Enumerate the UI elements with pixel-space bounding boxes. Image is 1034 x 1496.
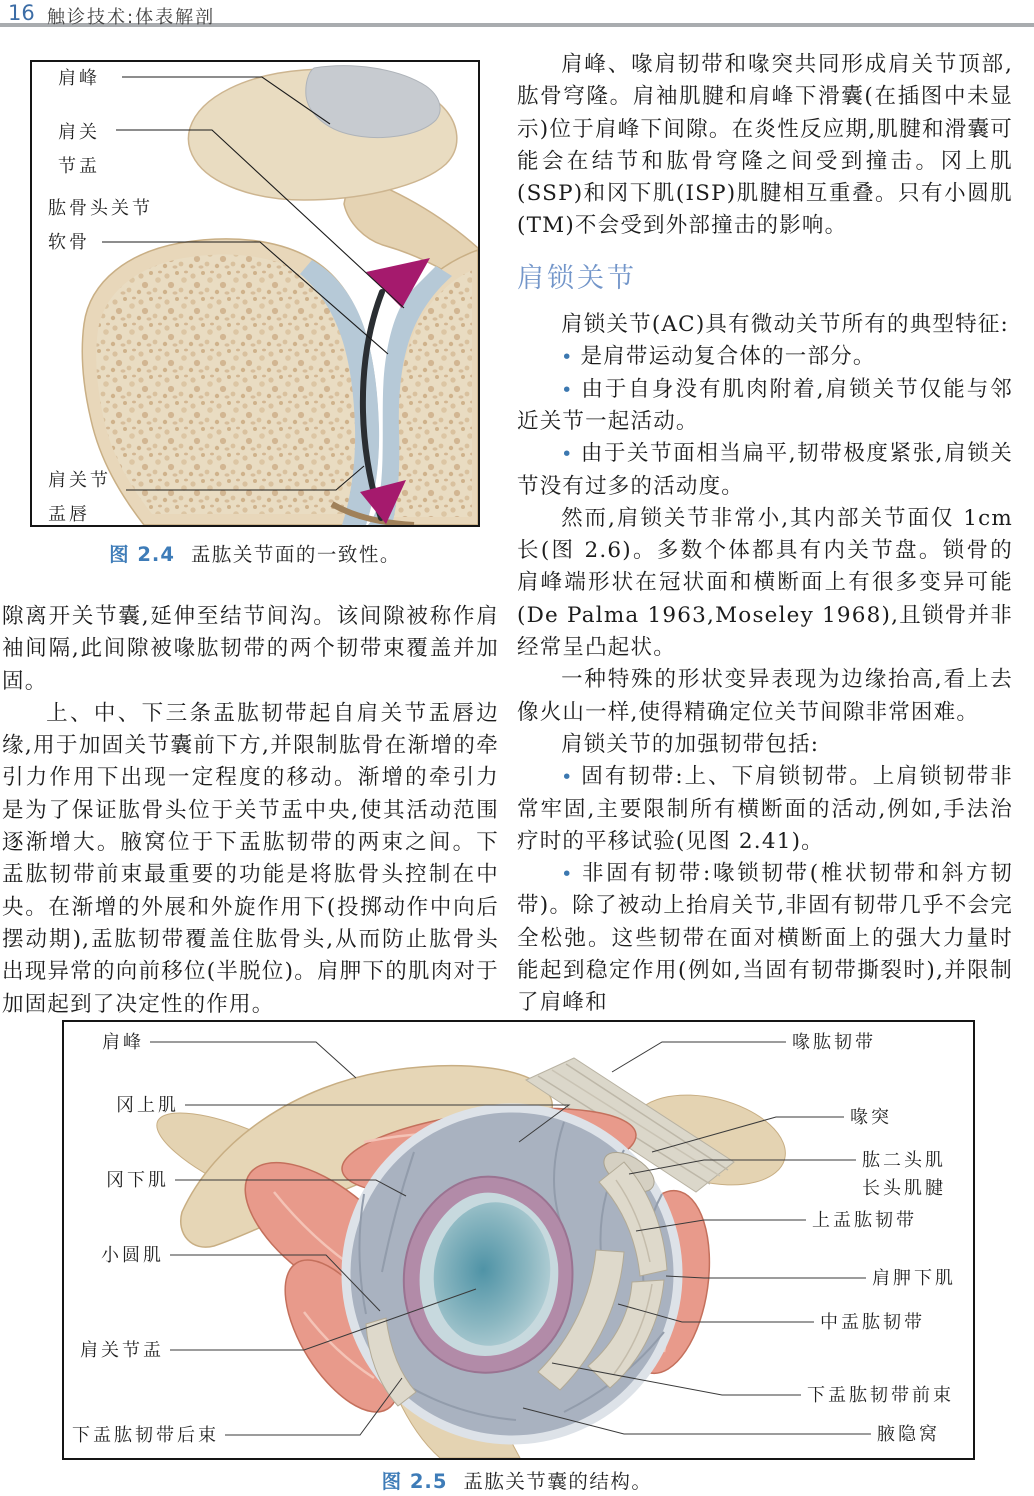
paragraph: 肩锁关节(AC)具有微动关节所有的典型特征: bbox=[561, 312, 1009, 338]
fig24-label-cartilage-1: 肱骨头关节 bbox=[48, 198, 153, 219]
bullet-text: 由于自身没有肌肉附着,肩锁关节仅能与邻近关节一起活动。 bbox=[517, 376, 1013, 434]
right-text-column bbox=[517, 49, 1013, 1020]
bullet-text: 非固有韧带:喙锁韧带(椎状韧带和斜方韧带)。除了被动上抬肩关节,非固有韧带几乎不会完全松弛。这些韧带在面对横断面上的强大力量时能起到稳定作用(例如,当固有韧带撕裂时),并限制了肩峰和 bbox=[517, 861, 1013, 1016]
bullet-dot: • bbox=[561, 766, 574, 789]
paragraph: 上、中、下三条盂肱韧带起自肩关节盂唇边缘,用于加固关节囊前下方,并限制肱骨在渐增的牵引力作用下出现一定程度的移动。渐增的牵引力是为了保证肱骨头位于关节盂中央,使其活动范围逐渐增大。腋窝位于下盂肱韧带的两束之间。下盂肱韧带前束最重要的功能是将肱骨头控制在中央。在渐增的外展和外旋作用下(投掷动作中向后摆动期),盂肱韧带覆盖住肱骨头,从而防止肱骨头出现异常的向前移位(半脱位)。肩胛下的肌肉对于加固起到了决定性的作用。 bbox=[2, 700, 499, 1017]
fig25-label-biceps-1: 肱二头肌 bbox=[862, 1150, 946, 1171]
section-heading-ac-joint: 肩锁关节 bbox=[517, 262, 637, 294]
paragraph: 肩锁关节的加强韧带包括: bbox=[561, 731, 820, 757]
figure-2-5-illustration bbox=[64, 1022, 973, 1458]
bullet-item bbox=[517, 438, 1013, 503]
fig24-label-labrum-1: 肩关节 bbox=[48, 470, 111, 491]
figure-2-4 bbox=[30, 60, 480, 527]
fig25-label-superior-ghl: 上盂肱韧带 bbox=[812, 1210, 917, 1231]
bullet-item bbox=[517, 374, 1013, 439]
fig25-label-supraspinatus: 冈上肌 bbox=[116, 1095, 179, 1116]
paragraph: 然而,肩锁关节非常小,其内部关节面仅 1cm 长(图 2.6)。多数个体都具有内关节盘。锁骨的肩峰端形状在冠状面和横断面上有很多变异可能(De Palma 1963,Moseley 1968),且锁骨并非经常呈凸起状。 bbox=[517, 505, 1013, 661]
fig25-label-acromion: 肩峰 bbox=[102, 1032, 144, 1053]
fig25-label-anterior-ighl: 下盂肱韧带前束 bbox=[807, 1385, 954, 1406]
page-header bbox=[0, 0, 1034, 27]
fig24-label-acromion: 肩峰 bbox=[58, 68, 100, 89]
bullet-dot: • bbox=[561, 443, 574, 466]
paragraph: 一种特殊的形状变异表现为边缘抬高,看上去像火山一样,使得精确定位关节间隙非常困难。 bbox=[517, 667, 1013, 725]
left-text-column bbox=[2, 601, 499, 1021]
fig25-label-coracohumeral-lig: 喙肱韧带 bbox=[792, 1032, 876, 1053]
fig25-label-middle-ghl: 中盂肱韧带 bbox=[820, 1312, 925, 1333]
fig24-label-cartilage-2: 软骨 bbox=[48, 232, 90, 253]
figure-2-4-caption bbox=[30, 539, 480, 567]
fig25-label-glenoid: 肩关节盂 bbox=[80, 1340, 164, 1361]
bullet-dot: • bbox=[561, 863, 574, 886]
fig24-label-labrum-2: 盂唇 bbox=[48, 504, 90, 525]
fig25-labels-right bbox=[792, 1032, 956, 1445]
bullet-item bbox=[517, 761, 1013, 858]
fig25-label-subscapularis: 肩胛下肌 bbox=[872, 1268, 956, 1289]
figure-2-5 bbox=[62, 1020, 975, 1460]
fig25-label-axillary-recess: 腋隐窝 bbox=[877, 1424, 940, 1445]
paragraph: 隙离开关节囊,延伸至结节间沟。该间隙被称作肩袖间隔,此间隙被喙肱韧带的两个韧带束覆盖并加固。 bbox=[2, 604, 499, 694]
fig24-label-glenoid-2: 节盂 bbox=[58, 156, 100, 177]
figure-2-4-illustration bbox=[32, 62, 478, 525]
figure-2-5-caption bbox=[0, 1466, 1034, 1494]
fig25-label-posterior-ighl: 下盂肱韧带后束 bbox=[72, 1425, 219, 1446]
bullet-text: 固有韧带:上、下肩锁韧带。上肩锁韧带非常牢固,主要限制所有横断面的活动,例如,手法治疗时的平移试验(见图 2.41)。 bbox=[517, 764, 1013, 854]
figure-2-4-caption-label: 图 2.4 bbox=[109, 543, 175, 566]
figure-2-5-caption-text: 盂肱关节囊的结构。 bbox=[463, 1470, 653, 1493]
bullet-item bbox=[517, 341, 1013, 373]
fig24-label-glenoid-1: 肩关 bbox=[58, 122, 100, 143]
bullet-dot: • bbox=[561, 346, 574, 369]
bullet-text: 是肩带运动复合体的一部分。 bbox=[580, 344, 876, 370]
page-number: 16 bbox=[8, 1, 35, 25]
fig25-label-biceps-2: 长头肌腱 bbox=[862, 1178, 946, 1199]
figure-2-4-caption-text: 盂肱关节面的一致性。 bbox=[190, 543, 401, 566]
acromion bbox=[188, 66, 456, 200]
fig25-label-teres-minor: 小圆肌 bbox=[101, 1245, 164, 1266]
fig25-label-infraspinatus: 冈下肌 bbox=[106, 1170, 169, 1191]
fig25-label-coracoid: 喙突 bbox=[850, 1107, 892, 1128]
bullet-text: 由于关节面相当扁平,韧带极度紧张,肩锁关节没有过多的活动度。 bbox=[517, 441, 1013, 499]
glenoid-fossa bbox=[404, 1177, 573, 1373]
figure-2-5-caption-label: 图 2.5 bbox=[381, 1470, 448, 1493]
bullet-item bbox=[517, 858, 1013, 1019]
paragraph: 肩峰、喙肩韧带和喙突共同形成肩关节顶部,肱骨穹隆。肩袖肌腱和肩峰下滑囊(在插图中未显示)位于肩峰下间隙。在炎性反应期,肌腱和滑囊可能会在结节和肱骨穹隆之间受到撞击。冈上肌(SSP)和冈下肌(ISP)肌腱相互重叠。只有小圆肌(TM)不会受到外部撞击的影响。 bbox=[517, 52, 1013, 239]
bullet-dot: • bbox=[561, 378, 574, 401]
running-head-title: 触诊技术:体表解剖 bbox=[47, 7, 216, 28]
